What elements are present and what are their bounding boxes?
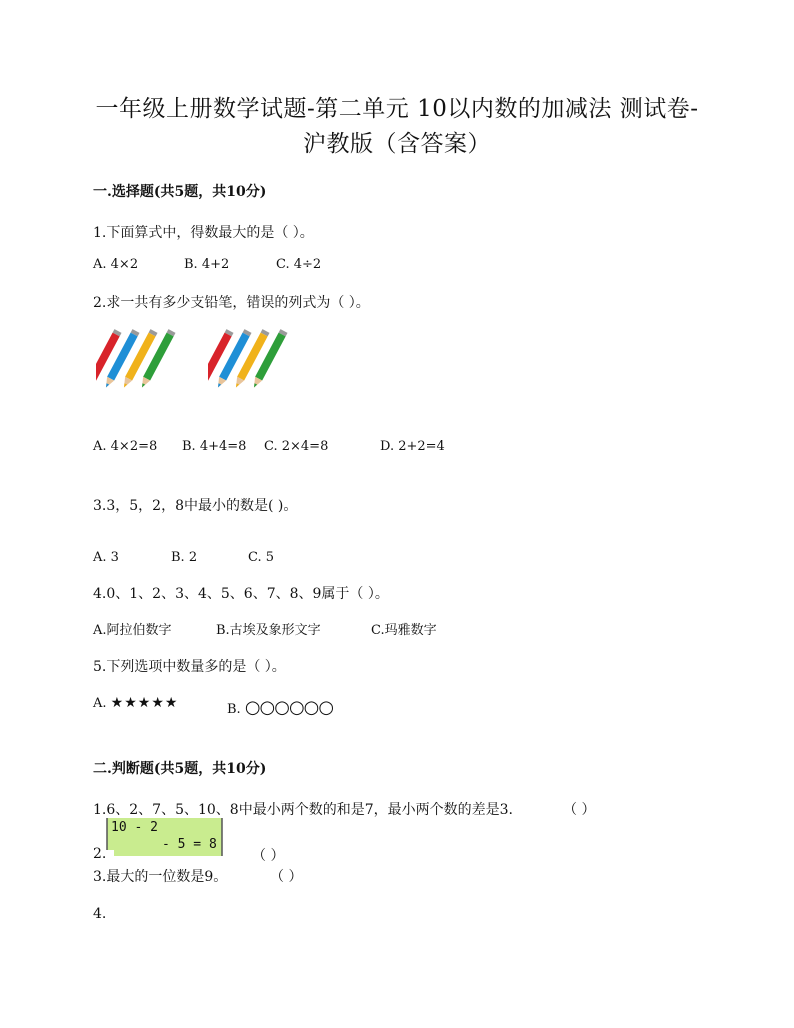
- option-b: B.古埃及象形文字: [216, 623, 321, 638]
- equation-banner-image: [104, 816, 224, 858]
- title-line-2: 沪教版（含答案）: [303, 131, 491, 157]
- stars-icon: ★★★★★: [110, 695, 179, 711]
- question-2-4-number: 4.: [93, 906, 107, 922]
- question-1-3-stem: 3.3，5，2，8中最小的数是( )。: [93, 498, 298, 514]
- option-c: C.玛雅数字: [371, 623, 437, 638]
- answer-bracket: （ ）: [270, 869, 303, 885]
- option-b: [227, 697, 333, 718]
- section-1-heading: 一.选择题(共5题，共10分): [93, 184, 267, 200]
- option-b: B. 2: [171, 550, 198, 565]
- answer-bracket: （ ）: [252, 848, 285, 864]
- option-d: D. 2+2=4: [380, 439, 445, 454]
- option-c: C. 2×4=8: [264, 439, 329, 454]
- option-c: C. 5: [248, 550, 275, 565]
- document-title: [60, 92, 734, 162]
- equation-part-1: 10 - 2: [111, 820, 158, 835]
- option-a: A. 3: [93, 550, 119, 565]
- question-2-2-number: 2.: [93, 846, 107, 862]
- circles-icon: ○○○○○○: [244, 697, 334, 718]
- option-b: B. 4+4=8: [182, 439, 247, 454]
- pencil-blue-icon: [102, 329, 139, 389]
- pencil-green-icon: [138, 329, 175, 389]
- question-1-1-stem: 1.下面算式中，得数最大的是（ ）。: [93, 225, 314, 241]
- pencil-group-left: [96, 325, 196, 397]
- option-c: C. 4÷2: [276, 257, 322, 272]
- question-1-5-stem: 5.下列选项中数量多的是（ ）。: [93, 659, 286, 675]
- pencil-blue-icon: [214, 329, 251, 389]
- option-b-label: B.: [227, 702, 241, 717]
- option-a: A. 4×2: [93, 257, 139, 272]
- answer-bracket: （ ）: [563, 802, 596, 818]
- section-2-heading: 二.判断题(共5题，共10分): [93, 761, 267, 777]
- question-1-4-stem: 4.0、1、2、3、4、5、6、7、8、9属于（ ）。: [93, 586, 389, 602]
- option-a: A.阿拉伯数字: [93, 623, 172, 638]
- pencil-group-right: [208, 325, 308, 397]
- pencil-yellow-icon: [120, 329, 157, 389]
- question-1-2-stem: 2.求一共有多少支铅笔，错误的列式为（ ）。: [93, 295, 370, 311]
- question-2-3-stem: 3.最大的一位数是9。: [93, 869, 228, 885]
- option-a-label: A.: [93, 696, 107, 711]
- title-line-1: 一年级上册数学试题-第二单元 10以内数的加减法 测试卷-: [95, 96, 699, 122]
- option-a: [93, 695, 178, 711]
- option-a: A. 4×2=8: [93, 439, 158, 454]
- pencil-green-icon: [250, 329, 287, 389]
- question-2-1-stem: 1.6、2、7、5、10、8中最小两个数的和是7，最小两个数的差是3.: [93, 802, 513, 818]
- option-b: B. 4+2: [184, 257, 230, 272]
- pencil-yellow-icon: [232, 329, 269, 389]
- equation-part-2: - 5 = 8: [162, 837, 217, 852]
